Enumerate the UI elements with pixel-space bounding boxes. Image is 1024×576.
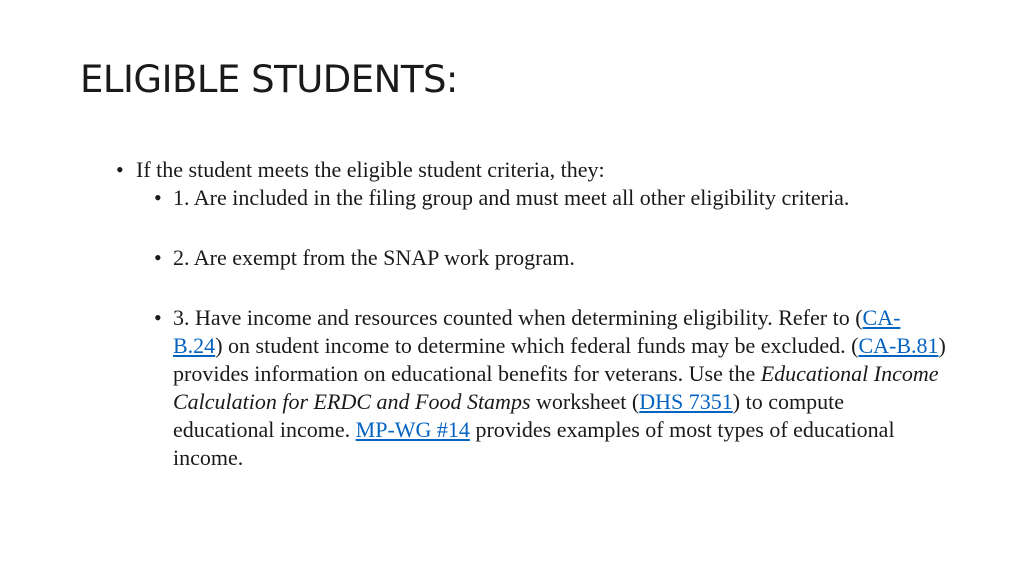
link-ca-b-24[interactable]: CA-B.24 [173, 305, 901, 358]
bullet-point-1 [154, 184, 946, 212]
point-3-text-part: 3. Have income and resources counted when determining eligibility. Refer to ( [173, 305, 863, 330]
point-3-text-part: ) on student income to determine which federal funds may be excluded. ( [215, 333, 859, 358]
point-3-text [173, 305, 946, 470]
worksheet-title: Educational Income Calculation for ERDC and Food Stamps [173, 361, 939, 414]
bullet-point-2 [154, 244, 946, 272]
point-3-text-part: ) to compute educational income. [173, 389, 844, 442]
bullet-intro [116, 156, 946, 184]
bullet-marker: • [154, 185, 162, 210]
bullet-marker: • [116, 157, 124, 182]
point-3-text-part: ) provides information on educational benefits for veterans. Use the [173, 333, 946, 386]
link-mp-wg-14[interactable]: MP-WG #14 [355, 417, 470, 442]
point-2-text: 2. Are exempt from the SNAP work program. [173, 245, 575, 270]
link-ca-b-81[interactable]: CA-B.81 [858, 333, 939, 358]
slide-title: ELIGIBLE STUDENTS: [80, 58, 458, 101]
slide-body [116, 156, 946, 472]
intro-text: If the student meets the eligible student criteria, they: [136, 157, 605, 182]
bullet-marker: • [154, 305, 162, 330]
point-3-text-part: provides examples of most types of educational income. [173, 417, 895, 470]
bullet-marker: • [154, 245, 162, 270]
point-1-text: 1. Are included in the filing group and must meet all other eligibility criteria. [173, 185, 850, 210]
link-dhs-7351[interactable]: DHS 7351 [639, 389, 733, 414]
bullet-point-3 [154, 304, 946, 472]
point-3-text-part: worksheet ( [530, 389, 640, 414]
